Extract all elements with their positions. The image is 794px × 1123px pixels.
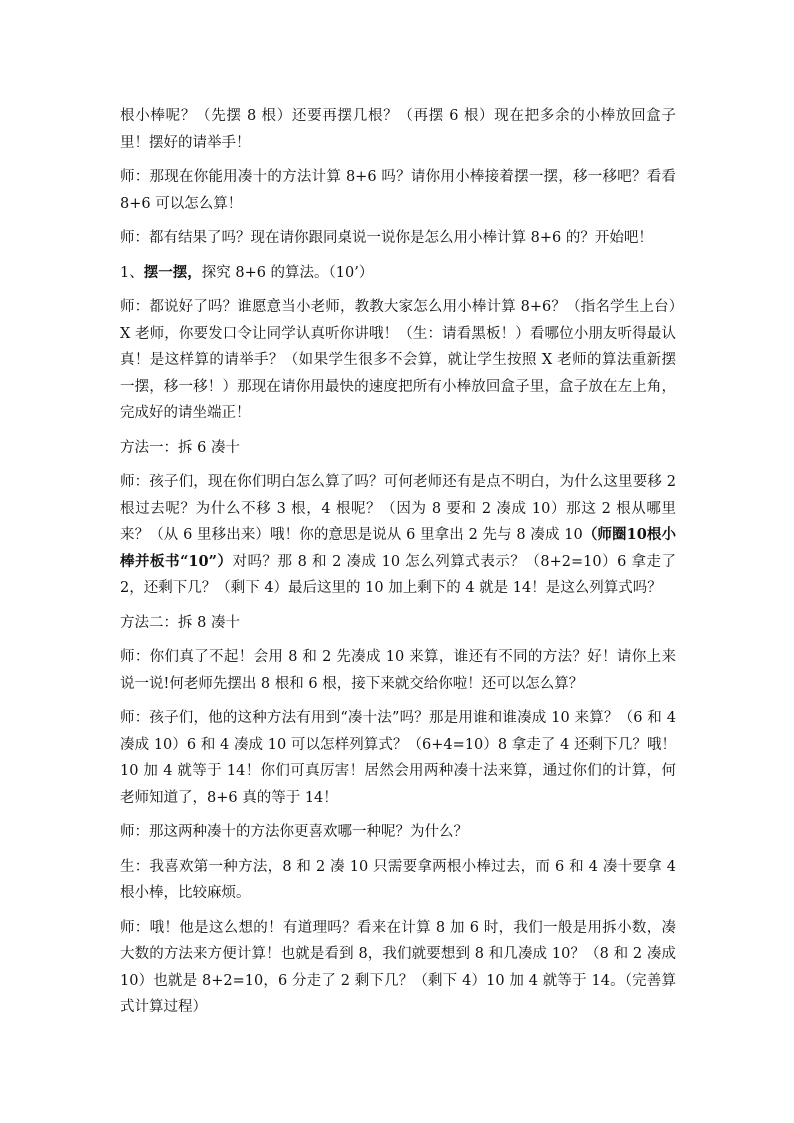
paragraph-11: 师：那这两种凑十的方法你更喜欢哪一种呢？为什么？ xyxy=(120,824,468,840)
paragraph-9: 师：你们真了不起！会用 8 和 2 先凑成 10 来算，谁还有不同的方法？好！请你上来说一说!何老师先摆出 8 根和 6 根，接下来就交给你啦！还可以怎么算？ xyxy=(120,649,676,692)
paragraph-5: 师：都说好了吗？谁愿意当小老师，教教大家怎么用小棒计算 8+6？（指名学生上台）X 老师，你要发口令让同学认真听你讲哦！（生：请看黑板！）看哪位小朋友听得最认真！是这样算的请举手？（如果学生很多不会算，就让学生按照 X 老师的算法重新摆一摆，移一移！）那现在请你用最快的速度把所有小棒放回盒子里，盒子放在左上角，完成好的请坐端正！ xyxy=(120,299,676,421)
document-page xyxy=(120,103,676,1029)
section-number: 1、 xyxy=(120,264,144,281)
paragraph-2: 师：那现在你能用凑十的方法计算 8+6 吗？请你用小棒接着摆一摆，移一移吧？看看 8+6 可以怎么算！ xyxy=(120,169,676,212)
paragraph-7 xyxy=(120,469,676,602)
paragraph-7-start: 师：孩子们，现在你们明白怎么算了吗？可何老师还有是点不明白，为什么这里要移 2 根过去呢？为什么不移 3 根，4 根呢？（因为 8 要和 2 凑成 10）那这 2 根从哪里来？（从 6 里移出来）哦！你的意思是说从 6 里拿出 2 先与 8 凑成 10 xyxy=(120,474,676,543)
paragraph-12: 生：我喜欢第一种方法，8 和 2 凑 10 只需要拿两根小棒过去，而 6 和 4 凑十要拿 4 根小棒，比较麻烦。 xyxy=(120,858,676,901)
section-heading-rest: 探究 8+6 的算法。（10’） xyxy=(201,264,374,281)
method-one-heading: 方法一：拆 6 凑十 xyxy=(120,439,240,456)
paragraph-7-end: 对吗？那 8 和 2 凑成 10 怎么列算式表示？（8+2=10）6 拿走了 2，还剩下几？（剩下 4）最后这里的 10 加上剩下的 4 就是 14！是这么列算式吗？ xyxy=(120,553,677,596)
paragraph-13: 师：哦！他是这么想的！有道理吗？看来在计算 8 加 6 时，我们一般是用拆小数，凑大数的方法来方便计算！也就是看到 8，我们就要想到 8 和几凑成 10？（8 和 2 凑成 10）也就是 8+2=10，6 分走了 2 剩下几？（剩下 4）10 加 4 就等于 14。（完善算式计算过程） xyxy=(120,919,676,1015)
section-heading-1 xyxy=(120,260,676,287)
paragraph-1: 根小棒呢？（先摆 8 根）还要再摆几根？（再摆 6 根）现在把多余的小棒放回盒子里！摆好的请举手！ xyxy=(120,108,676,151)
paragraph-7-bold-note: （师圈10根小棒并板书“10”） xyxy=(120,526,676,570)
section-heading-bold: 摆一摆， xyxy=(143,263,202,281)
paragraph-3: 师：都有结果了吗？现在请你跟同桌说一说你是怎么用小棒计算 8+6 的？开始吧！ xyxy=(120,230,653,246)
method-two-heading: 方法二：拆 8 凑十 xyxy=(120,614,240,631)
paragraph-10: 师：孩子们，他的这种方法有用到“凑十法”吗？那是用谁和谁凑成 10 来算？（6 和 4 凑成 10）6 和 4 凑成 10 可以怎样列算式？（6+4=10）8 拿走了 4 还剩下几？哦！10 加 4 就等于 14！你们可真厉害！居然会用两种凑十法来算，通过你们的计算，何老师知道了，8+6 真的等于 14！ xyxy=(120,710,676,806)
